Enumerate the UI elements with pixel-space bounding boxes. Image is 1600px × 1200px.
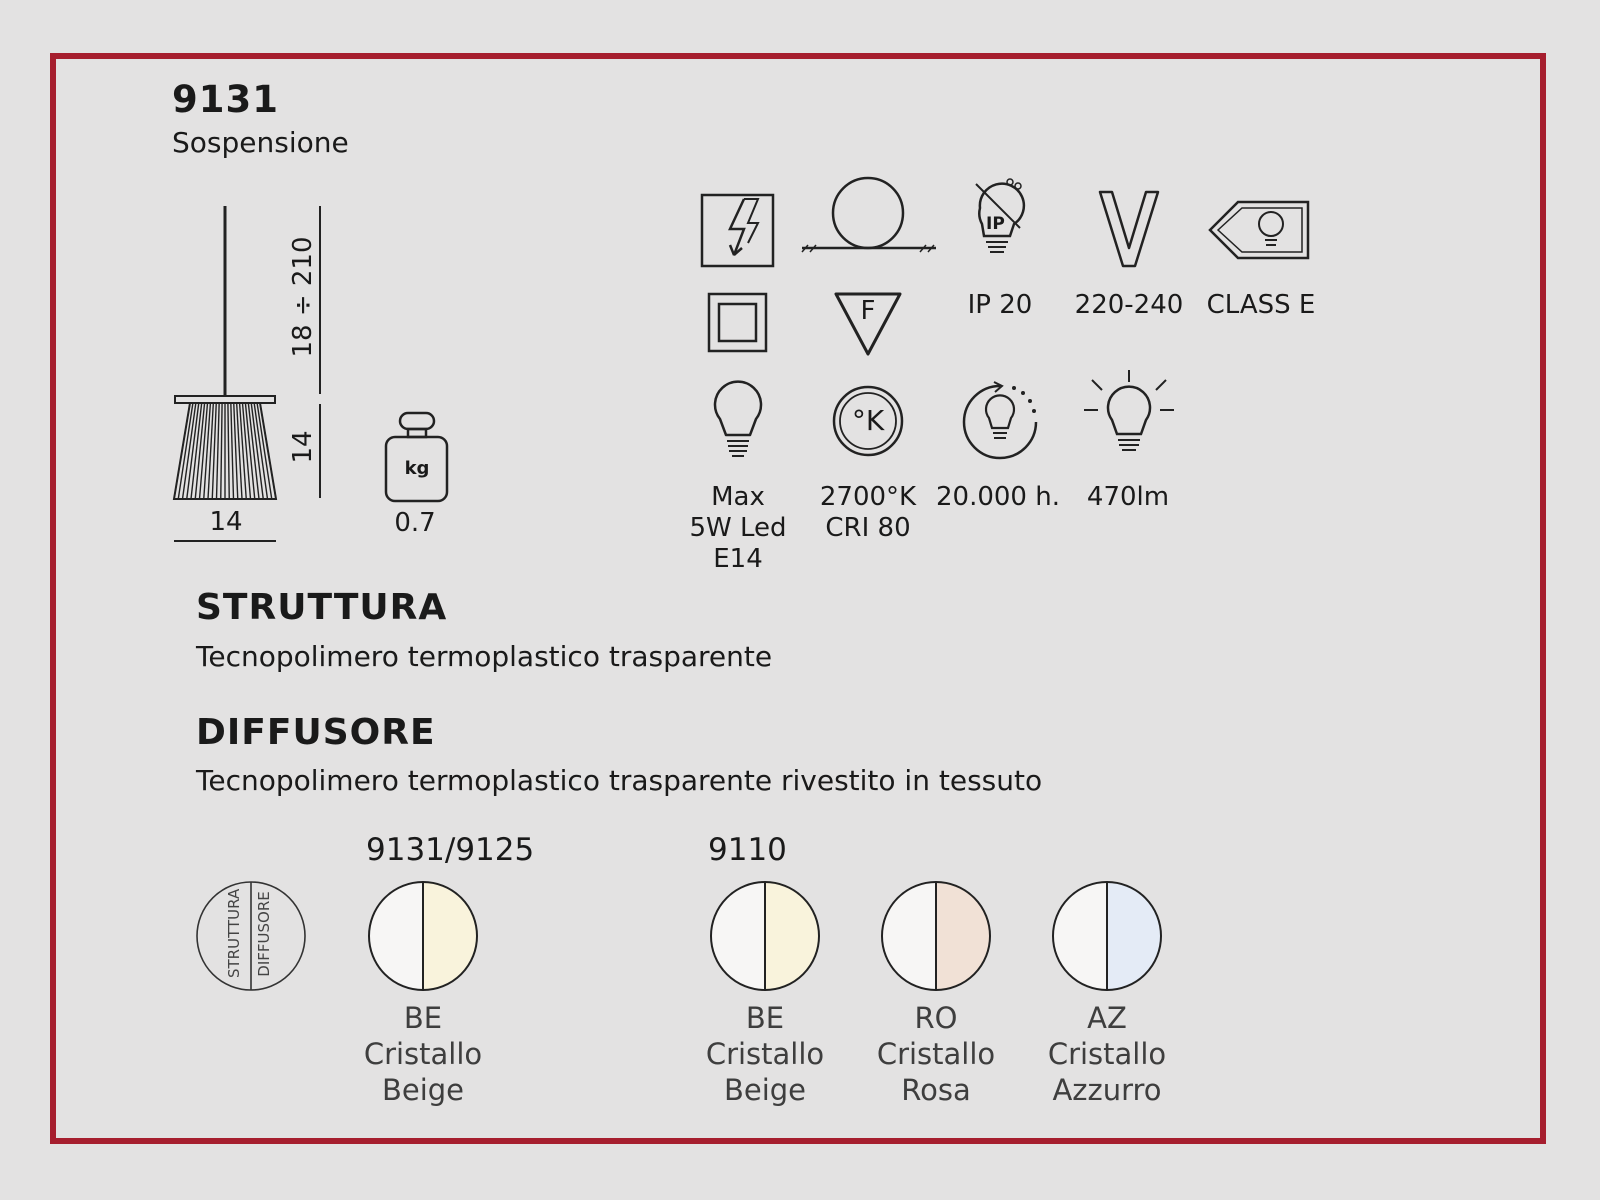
lifetime-icon <box>958 380 1042 464</box>
legend-diffuser-label: DIFFUSORE <box>255 891 273 977</box>
energy-class-icon <box>1208 200 1312 260</box>
structure-text: Tecnopolimero termoplastico trasparente <box>196 640 773 673</box>
ip-icon-text: IP <box>986 214 1005 234</box>
swatch-name-2: Beige <box>723 1073 807 1107</box>
diffuser-text: Tecnopolimero termoplastico trasparente rivestito in tessuto <box>196 764 1043 797</box>
flammable-surface-icon <box>700 193 776 269</box>
ip-rating: IP 20 <box>967 290 1033 320</box>
diffuser-title: DIFFUSORE <box>196 712 436 753</box>
swatch-name-1: Cristallo <box>1047 1037 1167 1071</box>
lumens-spec: 470lm <box>1086 482 1170 512</box>
swatch-circle <box>709 880 821 992</box>
swatch-name-1: Cristallo <box>363 1037 483 1071</box>
swatch-code: RO <box>914 1001 958 1035</box>
swatch-name-2: Azzurro <box>1052 1073 1162 1107</box>
bulb-spec-line-3: E14 <box>713 544 763 574</box>
weight-unit: kg <box>404 458 430 479</box>
swatch-code: BE <box>403 1001 443 1035</box>
voltage: 220-240 <box>1074 290 1184 320</box>
legend-structure-label: STRUTTURA <box>225 888 243 978</box>
product-type: Sospensione <box>172 126 349 159</box>
finish-group-1-title: 9131/9125 <box>366 832 535 868</box>
bulb-spec <box>668 482 808 575</box>
color-temp-line-1: 2700°K <box>819 482 917 512</box>
swatch-text <box>1037 1000 1177 1108</box>
energy-class: CLASS E <box>1206 290 1316 320</box>
finish-legend-circle <box>195 880 307 992</box>
weight-value: 0.7 <box>394 508 436 538</box>
lifetime-spec: 20.000 h. <box>936 482 1060 512</box>
class-ii-icon <box>707 292 769 354</box>
bulb-spec-line-1: Max <box>711 482 765 512</box>
kelvin-symbol: °K <box>851 404 885 437</box>
swatch-circle <box>880 880 992 992</box>
lumens-icon <box>1082 368 1176 462</box>
swatch-text <box>695 1000 835 1108</box>
color-temp-spec <box>800 482 936 544</box>
surface-mount-icon <box>800 178 940 258</box>
swatch-name-1: Cristallo <box>705 1037 825 1071</box>
swatch-name-2: Beige <box>381 1073 465 1107</box>
swatch-name-1: Cristallo <box>876 1037 996 1071</box>
voltage-icon <box>1098 190 1160 270</box>
swatch-name-2: Rosa <box>901 1073 971 1107</box>
swatch-text <box>866 1000 1006 1108</box>
swatch-code: AZ <box>1087 1001 1127 1035</box>
structure-title: STRUTTURA <box>196 587 448 628</box>
finish-group-2-title: 9110 <box>708 832 787 868</box>
bulb-icon <box>712 385 764 463</box>
shade-height-label: 14 <box>288 430 318 464</box>
bulb-spec-line-2: 5W Led <box>689 513 787 543</box>
swatch-code: BE <box>745 1001 785 1035</box>
swatch-circle <box>1051 880 1163 992</box>
diameter-label: 14 <box>209 507 243 537</box>
swatch-circle <box>367 880 479 992</box>
color-temp-line-2: CRI 80 <box>825 513 911 543</box>
pendant-lamp-drawing <box>170 200 290 545</box>
cable-height-label: 18 ÷ 210 <box>288 236 318 358</box>
product-code: 9131 <box>172 78 279 121</box>
swatch-text <box>353 1000 493 1108</box>
f-mark-letter: F <box>860 296 876 326</box>
